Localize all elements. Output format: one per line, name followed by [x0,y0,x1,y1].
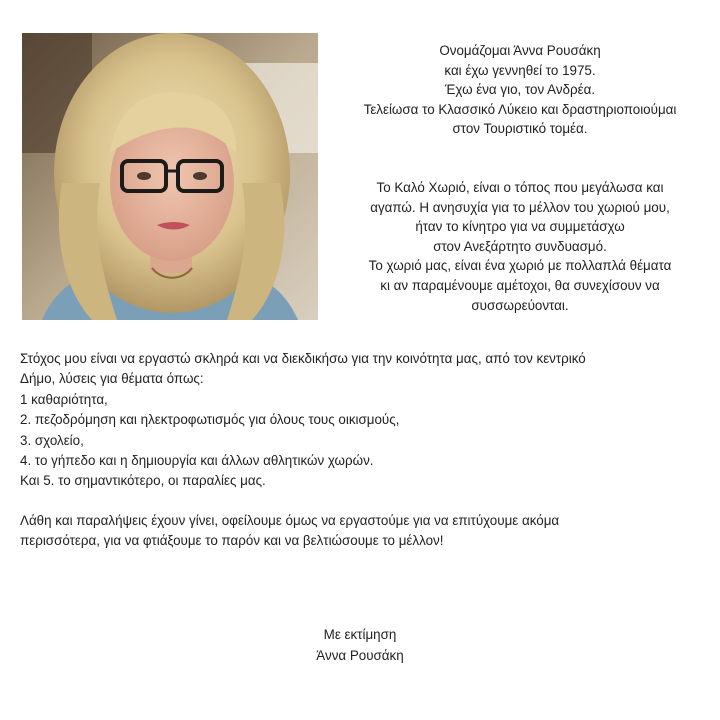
intro-paragraph-village [330,178,710,315]
closing-line: Λάθη και παραλήψεις έχουν γίνει, οφείλουμε όμως να εργαστούμε για να επιτύχουμε ακόμα [20,512,560,528]
goals-item: Και 5. το σημαντικότερο, οι παραλίες μας. [20,473,266,489]
goals-item: 2. πεζοδρόμηση και ηλεκτροφωτισμός για όλους τους οικισμούς, [20,412,400,428]
goals-line: Δήμο, λύσεις για θέματα όπως: [20,371,204,387]
portrait-photo [22,33,318,320]
intro-line: στον Ανεξάρτητο συνδυασμό. [433,238,607,254]
goals-item: 1 καθαριότητα, [20,391,108,407]
closing-line: περισσότερα, για να φτιάξουμε το παρόν και να βελτιώσουμε το μέλλον! [20,533,444,549]
intro-line: Το Καλό Χωριό, είναι ο τόπος που μεγάλωσα και [376,179,664,195]
intro-line: Ονομάζομαι Άννα Ρουσάκη [439,43,601,58]
goals-list [20,349,700,492]
goals-text-block [20,349,700,552]
intro-line: Το χωριό μας, είναι ένα χωριό με πολλαπλά θέματα [368,258,672,274]
intro-line: Έχω ένα γιο, τον Ανδρέα. [444,82,596,98]
intro-line: συσσωρεύονται. [471,297,569,313]
goals-line: Στόχος μου είναι να εργαστώ σκληρά και να διεκδικήσω για την κοινότητα μας, από τον κεντρικό [20,351,586,366]
intro-text-block [330,41,710,315]
intro-line: και έχω γεννηθεί το 1975. [444,62,596,78]
intro-line: Τελείωσα το Κλασσικό Λύκειο και δραστηριοποιούμαι [363,101,677,117]
signoff-greeting: Με εκτίμηση [323,627,397,642]
intro-line: στον Τουριστικό τομέα. [452,121,588,137]
closing-paragraph [20,511,700,552]
intro-line: κι αν παραμένουμε αμέτοχοι, θα συνεχίσουν να [380,277,660,293]
intro-line: ήταν το κίνητρο για να συμμετάσχω [415,219,625,235]
intro-paragraph-bio [330,41,710,139]
portrait-illustration [22,33,318,320]
goals-item: 4. το γήπεδο και η δημιουργία και άλλων αθλητικών χωρών. [20,453,374,469]
signature-block [0,624,720,666]
signoff-name: Άννα Ρουσάκη [316,648,404,663]
goals-item: 3. σχολείο, [20,432,84,448]
intro-line: αγαπώ. Η ανησυχία για το μέλλον του χωριού μου, [370,199,670,215]
